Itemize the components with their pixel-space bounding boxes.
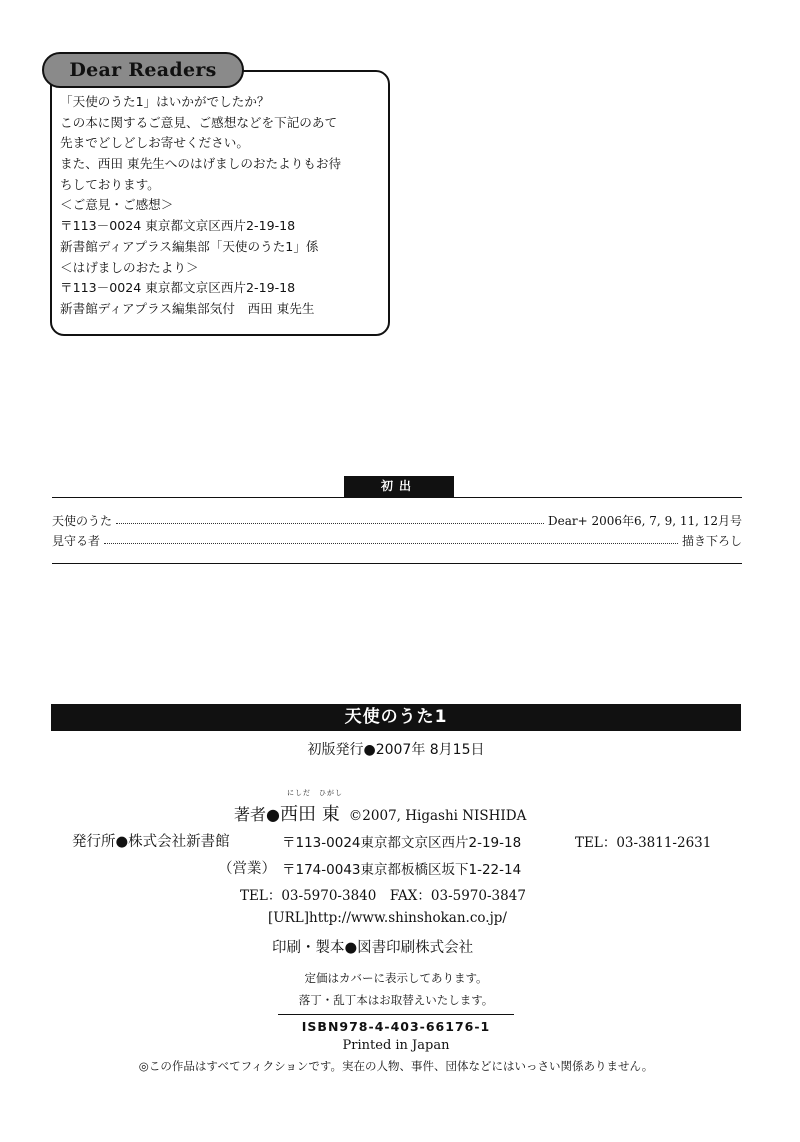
website-url: [URL]http://www.shinshokan.co.jp/	[268, 910, 507, 926]
work-source: 描き下ろし	[681, 533, 742, 548]
first-edition-date: 初版発行●2007年 8月15日	[307, 742, 485, 758]
divider-bottom	[52, 563, 742, 564]
price-note: 定価はカバーに表示してあります。	[304, 971, 488, 985]
dear-readers-heading: Dear Readers	[42, 52, 244, 88]
dear-readers-text	[60, 92, 390, 320]
readers-line: 〒113－0024 東京都文京区西片2-19-18	[60, 280, 296, 296]
work-title: 見守る者	[52, 533, 101, 548]
author-line	[234, 800, 526, 826]
readers-line: 先までどしどしお寄せください。	[60, 135, 249, 151]
sales-address: 〒174-0043東京都板橋区坂下1-22-14	[282, 862, 522, 878]
publisher-label: 発行所●	[72, 834, 129, 850]
readers-line: ちしております。	[60, 176, 160, 192]
defect-note: 落丁・乱丁本はお取替えいたします。	[298, 993, 494, 1007]
printing-line: 印刷・製本●図書印刷株式会社	[272, 940, 474, 956]
first-appearance-label: 初出	[344, 476, 454, 497]
first-appearance-row	[52, 510, 742, 530]
isbn-divider	[278, 1014, 514, 1015]
readers-line: 新書館ディアプラス編集部気付 西田 東先生	[60, 300, 315, 316]
publisher-name: 株式会社新書館	[128, 834, 230, 850]
isbn: ISBN978-4-403-66176-1	[301, 1019, 491, 1034]
publisher-line	[72, 830, 230, 851]
fiction-disclaimer: ◎この作品はすべてフィクションです。実在の人物、事件、団体などにはいっさい関係ありません。	[138, 1059, 654, 1073]
readers-line: 〒113－0024 東京都文京区西片2-19-18	[60, 218, 296, 234]
printed-in: Printed in Japan	[342, 1038, 450, 1053]
readers-line: ＜はげましのおたより＞	[60, 259, 199, 275]
work-source: Dear+ 2006年6, 7, 9, 11, 12月号	[548, 513, 742, 528]
author-label: 著者●	[234, 805, 280, 824]
readers-line: また、西田 東先生へのはげましのおたよりもお待	[60, 156, 342, 172]
readers-line: 「天使のうた1」はいかがでしたか？	[60, 94, 270, 109]
copyright: ©2007, Higashi NISHIDA	[348, 808, 527, 824]
publisher-address: 〒113-0024東京都文京区西片2-19-18	[282, 835, 522, 851]
work-title: 天使のうた	[52, 513, 113, 528]
author-furigana: にしだ ひがし	[287, 789, 343, 797]
sales-label: （営業）	[218, 861, 276, 877]
divider-top	[52, 497, 742, 498]
publisher-tel: TEL：03-3811-2631	[575, 835, 712, 851]
book-title: 天使のうた1	[51, 704, 741, 731]
first-appearance-row	[52, 530, 742, 550]
sales-contact: TEL：03-5970-3840 FAX：03-5970-3847	[240, 888, 526, 904]
author-name: 西田 東	[279, 804, 340, 825]
readers-line: ＜ご意見・ご感想＞	[60, 197, 174, 213]
readers-line: 新書館ディアプラス編集部「天使のうた1」係	[60, 238, 319, 254]
dot-leader	[104, 542, 678, 544]
dot-leader	[116, 522, 544, 524]
readers-line: この本に関するご意見、ご感想などを下記のあて	[60, 114, 338, 130]
